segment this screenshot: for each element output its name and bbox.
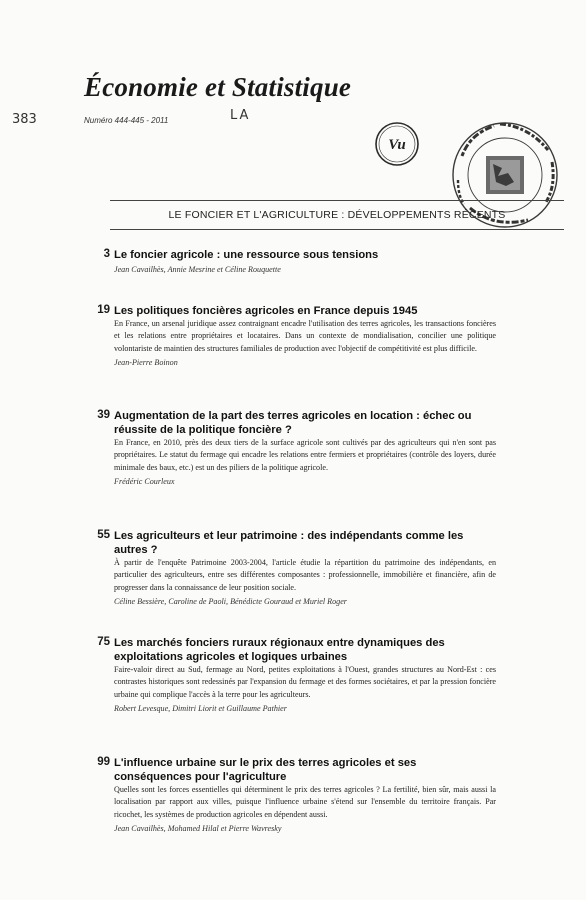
page-number: 19 xyxy=(97,304,110,316)
article-title[interactable]: Augmentation de la part des terres agricoles en location : échec ou réussite de la politique foncière ? xyxy=(114,410,472,436)
article-entry xyxy=(86,756,496,835)
section-title: LE FONCIER ET L'AGRICULTURE : DÉVELOPPEMENTS RÉCENTS xyxy=(168,209,506,221)
article-title[interactable]: Les politiques foncières agricoles en France depuis 1945 xyxy=(114,305,418,317)
article-authors: Jean Cavailhès, Annie Mesrine et Céline Rouquette xyxy=(114,265,281,274)
article-summary: À partir de l'enquête Patrimoine 2003-2004, l'article étudie la répartition du patrimoine des indépendants, en particulier des agriculteurs, entre ses différentes composantes : professionnelle, immobilière et financière, afin de progresser dans la connaissance de leur position sociale. xyxy=(114,558,496,592)
article-title[interactable]: Les agriculteurs et leur patrimoine : des indépendants comme les autres ? xyxy=(114,530,464,556)
handwritten-initials: LA xyxy=(230,108,251,123)
page-number: 39 xyxy=(97,409,110,421)
article-entry xyxy=(86,409,496,488)
article-title[interactable]: Le foncier agricole : une ressource sous tensions xyxy=(114,249,379,261)
article-authors: Jean Cavailhès, Mohamed Hilal et Pierre Wavresky xyxy=(114,823,282,833)
article-summary: Faire-valoir direct au Sud, fermage au Nord, petites exploitations à l'Ouest, grandes structures au Nord-Est : ces contrastes historiques sont redessinés par l'expansion du fermage et des formes sociétaires, et par la pression foncière urbaine qui complique l'accès à la terre pour les agriculteurs. xyxy=(114,665,496,699)
vu-stamp-text: Vu xyxy=(388,137,406,153)
article-summary: En France, un arsenal juridique assez contraignant encadre l'utilisation des terres agricoles, les transactions foncières et les relations entre propriétaires et locataires. Dans un contexte de mondialisation, concilier une politique volontariste de maintien des structures familiales de production avec l'objectif de compétitivité est plus difficile. xyxy=(114,319,496,353)
handwritten-number: 383 xyxy=(12,112,37,127)
article-authors: Jean-Pierre Boinon xyxy=(114,357,178,367)
section-heading xyxy=(110,200,564,230)
article-entry xyxy=(86,529,496,608)
page-number: 75 xyxy=(97,636,110,648)
page-number: 55 xyxy=(97,529,110,541)
vu-stamp-icon xyxy=(373,120,421,168)
journal-title: Économie et Statistique xyxy=(84,72,352,102)
article-entry xyxy=(86,248,496,276)
article-authors: Robert Levesque, Dimitri Liorit et Guillaume Pathier xyxy=(114,703,287,713)
article-title[interactable]: L'influence urbaine sur le prix des terres agricoles et ses conséquences pour l'agriculture xyxy=(114,757,417,783)
article-summary: Quelles sont les forces essentielles qui déterminent le prix des terres agricoles ? La fertilité, bien sûr, mais aussi la localisation par rapport aux villes, puisque l'influence urbaine s'étend sur l'ensemble du territoire français. Par ricochet, les systèmes de production agricoles en dépendent aussi. xyxy=(114,785,496,819)
article-summary: En France, en 2010, près des deux tiers de la surface agricole sont cultivés par des agriculteurs qui n'en sont pas propriétaires. Le statut du fermage qui encadre les relations entre fermiers et propriétaires (contrôle des loyers, durée minimale des baux, etc.) est un des piliers de la politique agricole. xyxy=(114,438,496,472)
article-authors: Frédéric Courleux xyxy=(114,476,175,486)
article-authors: Céline Bessière, Caroline de Paoli, Bénédicte Gouraud et Muriel Roger xyxy=(114,596,347,606)
article-title[interactable]: Les marchés fonciers ruraux régionaux entre dynamiques des exploitations agricoles et logiques urbaines xyxy=(114,637,445,663)
page-number: 99 xyxy=(97,756,110,768)
article-entry xyxy=(86,636,496,715)
page-number: 3 xyxy=(103,248,110,260)
article-entry xyxy=(86,304,496,369)
issue-number: Numéro 444-445 - 2011 xyxy=(84,116,169,125)
